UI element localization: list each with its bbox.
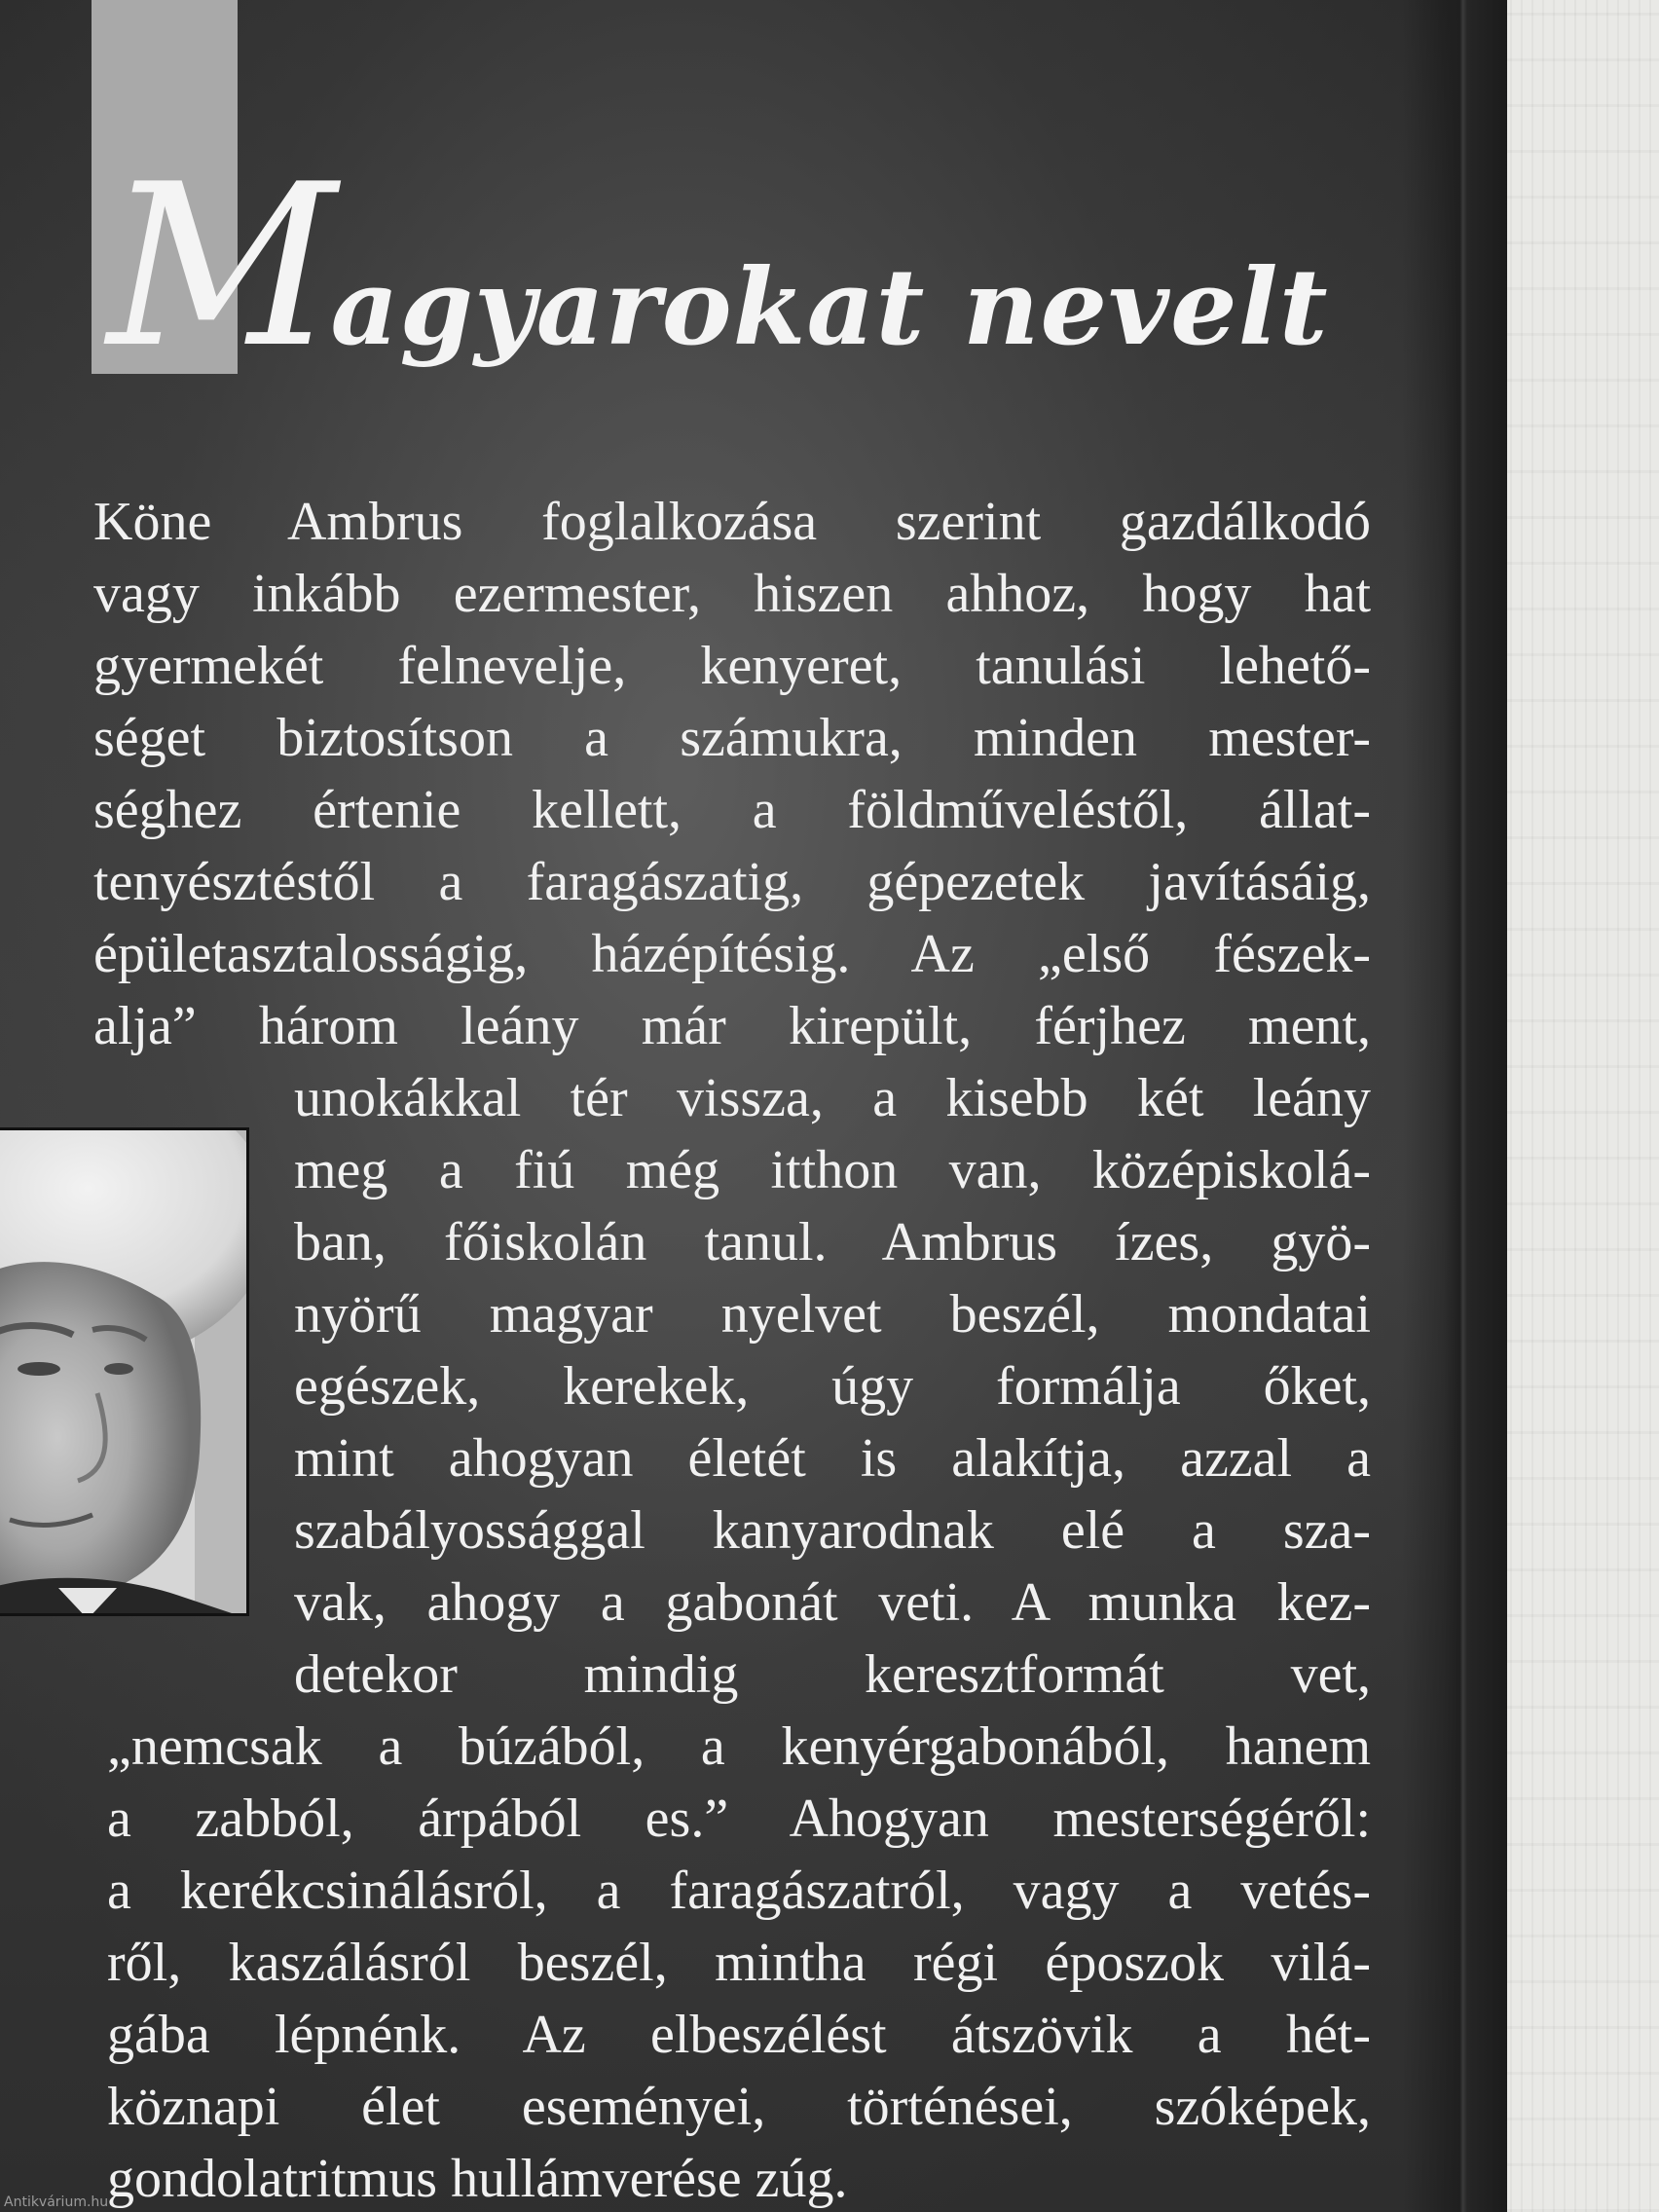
text-line: gába lépnénk. Az elbeszélést átszövik a hét- [107, 2005, 1371, 2065]
text-line: köznapi élet eseményei, történései, szóképek, [107, 2077, 1371, 2137]
text-line: „nemcsak a búzából, a kenyérgabonából, hanem [107, 1716, 1371, 1777]
text-line: a zabból, árpából es.” Ahogyan mesterségéről: [107, 1788, 1371, 1849]
watermark: Antikvárium.hu [4, 2194, 109, 2210]
portrait-photo [0, 1127, 249, 1616]
cover-edge [1402, 0, 1507, 2212]
portrait-image [0, 1130, 249, 1616]
title-rest: agyarokat nevelt [330, 246, 1329, 369]
text-line: vagy inkább ezermester, hiszen ahhoz, hogy hat [93, 564, 1371, 624]
text-line: szabályossággal kanyarodnak elé a sza- [294, 1500, 1371, 1561]
text-line: alja” három leány már kirepült, férjhez ment, [93, 996, 1371, 1056]
text-line: épületasztalosságig, házépítésig. Az „első fészek- [93, 924, 1371, 984]
text-line: vak, ahogy a gabonát veti. A munka kez- [294, 1572, 1371, 1633]
text-line: ről, kaszálásról beszél, mintha régi époszok vilá- [107, 1933, 1371, 1993]
text-line: mint ahogyan életét is alakítja, azzal a [294, 1428, 1371, 1489]
text-line: tenyésztéstől a faragászatig, gépezetek javításáig, [93, 852, 1371, 912]
text-line: detekor mindig keresztformát vet, [294, 1644, 1371, 1705]
page-title [107, 137, 1329, 397]
text-line: a kerékcsinálásról, a faragászatról, vagy a vetés- [107, 1861, 1371, 1921]
text-line: unokákkal tér vissza, a kisebb két leány [294, 1068, 1371, 1128]
text-line: ban, főiskolán tanul. Ambrus ízes, gyö- [294, 1212, 1371, 1272]
title-initial: M [107, 137, 331, 397]
text-line: Köne Ambrus foglalkozása szerint gazdálkodó [93, 492, 1371, 552]
text-line: egészek, kerekek, úgy formálja őket, [294, 1356, 1371, 1417]
text-line: meg a fiú még itthon van, középiskolá- [294, 1140, 1371, 1200]
background-paper [1499, 0, 1659, 2212]
text-line: nyörű magyar nyelvet beszél, mondatai [294, 1284, 1371, 1345]
text-line: séghez értenie kellett, a földműveléstől, állat- [93, 780, 1371, 840]
text-line: séget biztosítson a számukra, minden mester- [93, 708, 1371, 768]
text-line: gyermekét felnevelje, kenyeret, tanulási lehető- [93, 636, 1371, 696]
text-line: gondolatritmus hullámverése zúg. [107, 2149, 848, 2209]
